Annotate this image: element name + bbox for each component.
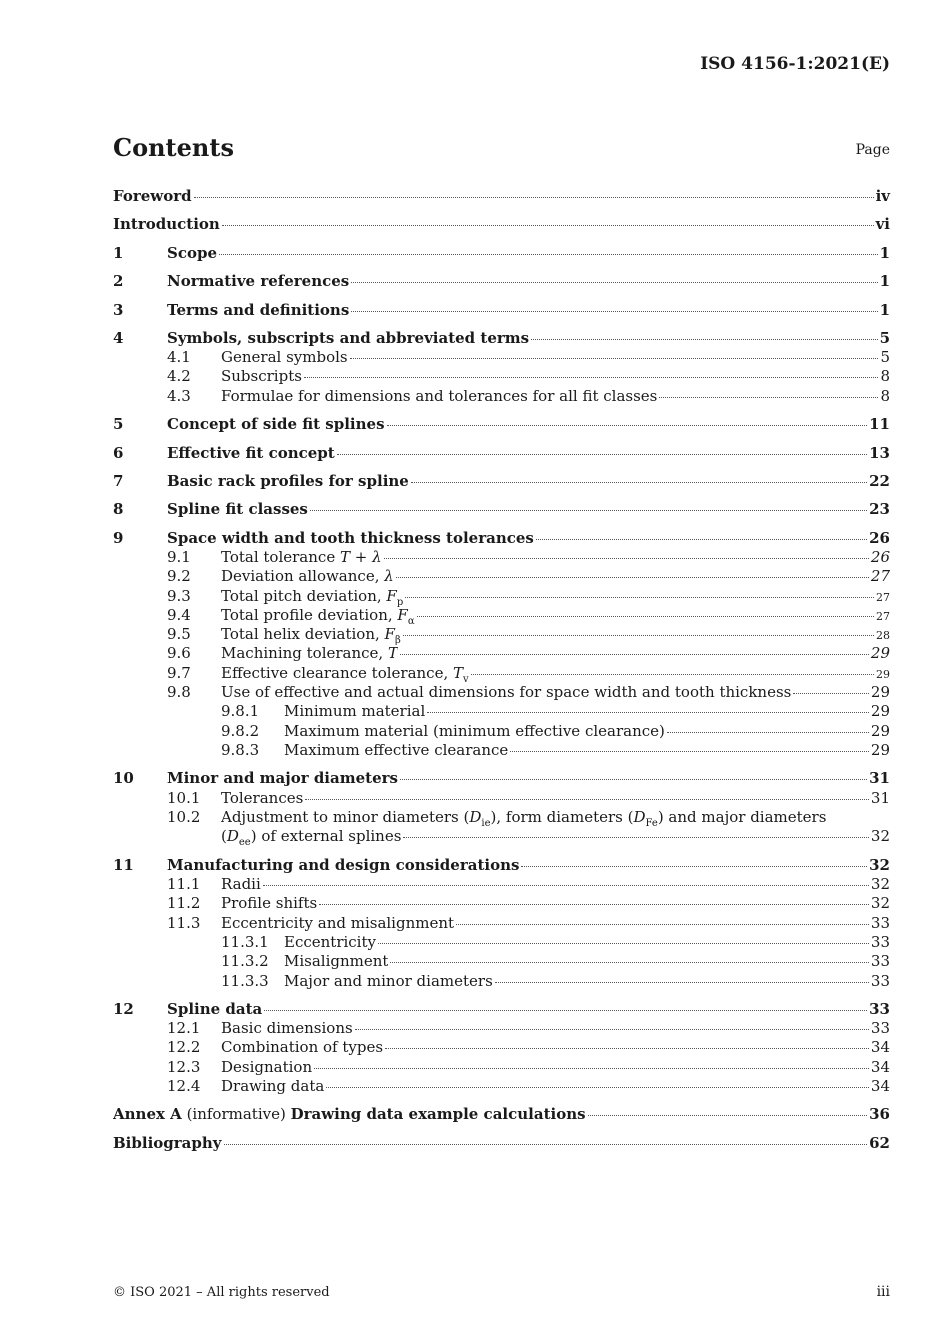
toc-title: Basic rack profiles for spline	[167, 472, 409, 490]
toc-leader	[387, 425, 868, 426]
toc-title: Effective clearance tolerance, $T_v$	[221, 664, 469, 685]
toc-leader	[521, 866, 867, 867]
toc-page: 31	[869, 769, 890, 787]
toc-title: Terms and definitions	[167, 301, 350, 319]
toc-entry-introduction[interactable]	[113, 215, 890, 233]
toc-leader	[536, 539, 867, 540]
toc-number: 12	[113, 1000, 134, 1018]
toc-entry-11-3-2[interactable]	[113, 952, 890, 970]
toc-leader	[405, 597, 874, 598]
toc-number: 9.4	[167, 606, 191, 624]
toc-title: Total pitch deviation, $F_p$	[221, 587, 404, 608]
toc-number: 10.2	[167, 808, 201, 826]
toc-leader	[510, 751, 869, 752]
toc-entry-4[interactable]	[113, 329, 890, 347]
toc-number: 4.1	[167, 348, 191, 366]
toc-title: Tolerances	[221, 789, 304, 807]
toc-leader	[384, 558, 869, 559]
toc-entry-10[interactable]	[113, 769, 890, 787]
toc-title: Introduction	[113, 215, 220, 233]
toc-page: 26	[869, 529, 890, 547]
toc-entry-9-8-1[interactable]	[113, 702, 890, 720]
toc-number: 9.6	[167, 644, 191, 662]
toc-title: Scope	[167, 244, 218, 262]
toc-number: 12.3	[167, 1058, 201, 1076]
toc-title: Eccentricity and misalignment	[221, 914, 455, 932]
toc-page: 5	[879, 329, 890, 347]
toc-page: 1	[879, 244, 890, 262]
toc-title: Total tolerance T + λ	[221, 548, 382, 566]
toc-entry-11-3[interactable]	[113, 914, 890, 932]
toc-title: Space width and tooth thickness tolerances	[167, 529, 534, 547]
toc-number: 9.8.1	[221, 702, 260, 720]
copyright-notice: © ISO 2021 – All rights reserved	[113, 1285, 330, 1300]
toc-entry-12-3[interactable]	[113, 1058, 890, 1076]
toc-number: 11.3.3	[221, 972, 269, 990]
toc-number: 11.3.1	[221, 933, 269, 951]
toc-number: 11.1	[167, 875, 201, 893]
toc-page: 36	[869, 1105, 890, 1123]
page-column-label: Page	[855, 142, 890, 158]
toc-title: Basic dimensions	[221, 1019, 353, 1037]
toc-number: 10.1	[167, 789, 201, 807]
toc-page: 29	[870, 644, 890, 662]
toc-page: 27	[876, 610, 890, 623]
toc-page: 32	[870, 875, 890, 893]
toc-page: 34	[870, 1077, 890, 1095]
toc-entry-6[interactable]	[113, 444, 890, 462]
toc-leader	[471, 674, 874, 675]
toc-entry-10-2-continuation[interactable]	[221, 827, 890, 852]
toc-title: Normative references	[167, 272, 350, 290]
toc-page: 26	[870, 548, 890, 566]
toc-leader	[264, 1010, 867, 1011]
toc-title: Maximum effective clearance	[284, 741, 509, 759]
toc-entry-9-6[interactable]	[113, 644, 890, 662]
toc-page: 33	[870, 972, 890, 990]
toc-page: 29	[876, 668, 890, 681]
toc-title: Effective fit concept	[167, 444, 335, 462]
toc-title: Concept of side fit splines	[167, 415, 385, 433]
toc-entry-bibliography[interactable]	[113, 1134, 890, 1152]
toc-leader	[263, 885, 869, 886]
toc-leader	[417, 616, 874, 617]
toc-entry-9-8-2[interactable]	[113, 722, 890, 740]
toc-title-line1: Adjustment to minor diameters $(D_{ie})$, form diameters $(D_{Fe})$ and major diameters	[221, 808, 827, 829]
toc-leader	[351, 282, 877, 283]
toc-title: Minimum material	[284, 702, 426, 720]
toc-entry-12[interactable]	[113, 1000, 890, 1018]
toc-page: 33	[870, 933, 890, 951]
toc-number: 4.2	[167, 367, 191, 385]
toc-page: vi	[875, 215, 890, 233]
toc-leader	[659, 397, 878, 398]
toc-title: Minor and major diameters	[167, 769, 398, 787]
toc-entry-11[interactable]	[113, 856, 890, 874]
toc-entry-7[interactable]	[113, 472, 890, 490]
toc-number: 12.2	[167, 1038, 201, 1056]
toc-title: Misalignment	[284, 952, 389, 970]
toc-number: 9.5	[167, 625, 191, 643]
toc-title: Major and minor diameters	[284, 972, 493, 990]
toc-page: 8	[880, 367, 890, 385]
toc-page: 33	[870, 1019, 890, 1037]
toc-number: 2	[113, 272, 124, 290]
toc-title-line2: $(D_{ee})$ of external splines	[221, 827, 402, 848]
toc-leader	[355, 1029, 869, 1030]
toc-title: General symbols	[221, 348, 348, 366]
toc-number: 4.3	[167, 387, 191, 405]
toc-leader	[403, 837, 868, 838]
toc-leader	[310, 510, 867, 511]
toc-entry-4-2[interactable]	[113, 367, 890, 385]
toc-number: 11	[113, 856, 134, 874]
toc-leader	[326, 1087, 869, 1088]
toc-page: 34	[870, 1038, 890, 1056]
toc-leader	[667, 732, 869, 733]
toc-number: 1	[113, 244, 124, 262]
toc-title: Maximum material (minimum effective clearance)	[284, 722, 665, 740]
contents-heading: Contents	[113, 133, 234, 162]
toc-leader	[396, 577, 869, 578]
toc-page: iv	[875, 187, 890, 205]
toc-page: 31	[870, 789, 890, 807]
toc-entry-annex-a[interactable]	[113, 1105, 890, 1123]
toc-page: 27	[876, 591, 890, 604]
toc-leader	[400, 779, 867, 780]
toc-leader	[427, 712, 869, 713]
toc-entry-2[interactable]	[113, 272, 890, 290]
toc-leader	[403, 635, 874, 636]
toc-title: Designation	[221, 1058, 313, 1076]
toc-page: 29	[870, 683, 890, 701]
toc-leader	[351, 311, 877, 312]
toc-number: 9.8	[167, 683, 191, 701]
toc-number: 12.1	[167, 1019, 201, 1037]
toc-title: Drawing data	[221, 1077, 325, 1095]
toc-leader	[337, 454, 867, 455]
toc-leader	[456, 924, 869, 925]
toc-leader	[350, 358, 879, 359]
toc-entry-11-2[interactable]	[113, 894, 890, 912]
toc-number: 4	[113, 329, 124, 347]
toc-leader	[194, 197, 874, 198]
toc-leader	[531, 339, 877, 340]
toc-number: 7	[113, 472, 124, 490]
toc-number: 9	[113, 529, 124, 547]
toc-entry-12-1[interactable]	[113, 1019, 890, 1037]
toc-entry-3[interactable]	[113, 301, 890, 319]
toc-number: 10	[113, 769, 134, 787]
toc-leader	[588, 1115, 868, 1116]
toc-leader	[222, 225, 874, 226]
toc-page: 33	[869, 1000, 890, 1018]
toc-leader	[400, 654, 869, 655]
toc-page: 34	[870, 1058, 890, 1076]
toc-entry-12-4[interactable]	[113, 1077, 890, 1095]
toc-number: 11.3	[167, 914, 201, 932]
toc-leader	[495, 982, 869, 983]
toc-title: Total helix deviation, $F_\beta$	[221, 625, 401, 646]
toc-entry-10-1[interactable]	[113, 789, 890, 807]
toc-entry-11-3-1[interactable]	[113, 933, 890, 951]
toc-entry-11-3-3[interactable]	[113, 972, 890, 990]
toc-page: 1	[879, 301, 890, 319]
toc-title: Annex A (informative) Drawing data example calculations	[113, 1105, 586, 1123]
toc-title: Combination of types	[221, 1038, 384, 1056]
toc-number: 11.2	[167, 894, 201, 912]
toc-page: 8	[880, 387, 890, 405]
toc-leader	[224, 1144, 868, 1145]
toc-leader	[390, 962, 868, 963]
toc-page: 33	[870, 952, 890, 970]
toc-page: 62	[869, 1134, 890, 1152]
toc-number: 3	[113, 301, 124, 319]
toc-page: 32	[870, 827, 890, 845]
toc-number: 12.4	[167, 1077, 201, 1095]
toc-leader	[319, 904, 869, 905]
toc-title: Manufacturing and design considerations	[167, 856, 520, 874]
toc-leader	[385, 1048, 869, 1049]
toc-page: 29	[870, 722, 890, 740]
toc-entry-12-2[interactable]	[113, 1038, 890, 1056]
page-number: iii	[876, 1284, 890, 1300]
toc-page: 13	[869, 444, 890, 462]
toc-entry-9-1[interactable]	[113, 548, 890, 566]
toc-leader	[378, 943, 869, 944]
toc-number: 9.8.2	[221, 722, 260, 740]
toc-number: 9.2	[167, 567, 191, 585]
toc-number: 9.1	[167, 548, 191, 566]
toc-title: Deviation allowance, λ	[221, 567, 394, 585]
toc-leader	[314, 1068, 869, 1069]
toc-entry-4-3[interactable]	[113, 387, 890, 405]
toc-entry-9-8[interactable]	[113, 683, 890, 701]
toc-title: Machining tolerance, T	[221, 644, 398, 662]
toc-page: 27	[870, 567, 890, 585]
toc-title: Foreword	[113, 187, 192, 205]
toc-title: Symbols, subscripts and abbreviated terms	[167, 329, 530, 347]
toc-number: 11.3.2	[221, 952, 269, 970]
toc-leader	[305, 799, 869, 800]
toc-page: 33	[870, 914, 890, 932]
toc-page: 1	[879, 272, 890, 290]
toc-entry-5[interactable]	[113, 415, 890, 433]
toc-leader	[304, 377, 879, 378]
toc-entry-4-1[interactable]	[113, 348, 890, 366]
toc-entry-9[interactable]	[113, 529, 890, 547]
toc-entry-1[interactable]	[113, 244, 890, 262]
toc-title: Spline data	[167, 1000, 263, 1018]
toc-leader	[219, 254, 878, 255]
toc-title: Subscripts	[221, 367, 302, 385]
toc-number: 6	[113, 444, 124, 462]
toc-title: Radii	[221, 875, 261, 893]
toc-page: 29	[870, 741, 890, 759]
toc-page: 32	[870, 894, 890, 912]
toc-number: 8	[113, 500, 124, 518]
toc-page: 23	[869, 500, 890, 518]
toc-entry-9-8-3[interactable]	[113, 741, 890, 759]
toc-entry-8[interactable]	[113, 500, 890, 518]
toc-page: 5	[880, 348, 890, 366]
toc-number: 9.3	[167, 587, 191, 605]
toc-title: Use of effective and actual dimensions for space width and tooth thickness	[221, 683, 792, 701]
toc-entry-9-2[interactable]	[113, 567, 890, 585]
toc-page: 11	[869, 415, 890, 433]
toc-leader	[793, 693, 869, 694]
toc-number: 9.8.3	[221, 741, 260, 759]
toc-title: Formulae for dimensions and tolerances for all fit classes	[221, 387, 658, 405]
toc-title: Spline fit classes	[167, 500, 308, 518]
toc-title: Profile shifts	[221, 894, 318, 912]
toc-entry-11-1[interactable]	[113, 875, 890, 893]
toc-title: Bibliography	[113, 1134, 222, 1152]
toc-page: 32	[869, 856, 890, 874]
toc-page: 28	[876, 629, 890, 642]
toc-leader	[411, 482, 867, 483]
toc-page: 22	[869, 472, 890, 490]
toc-number: 5	[113, 415, 124, 433]
toc-page: 29	[870, 702, 890, 720]
toc-entry-foreword[interactable]	[113, 187, 890, 205]
document-id: ISO 4156-1:2021(E)	[700, 54, 890, 74]
toc-title: Eccentricity	[284, 933, 376, 951]
toc-title: Total profile deviation, $F_\alpha$	[221, 606, 415, 627]
toc-number: 9.7	[167, 664, 191, 682]
